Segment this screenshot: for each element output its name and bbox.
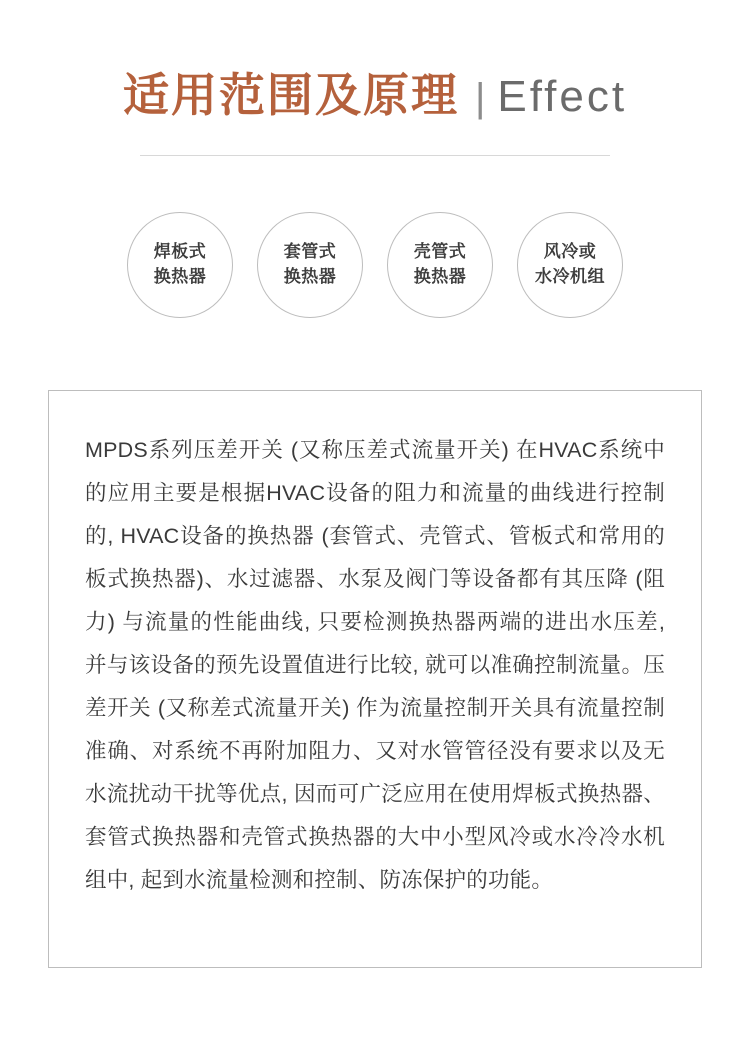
category-circle-3-line1: 壳管式 <box>413 242 467 262</box>
category-circle-1-line2: 换热器 <box>153 267 207 286</box>
category-circle-1-line1: 焊板式 <box>153 242 207 262</box>
category-circle-3-line2: 换热器 <box>413 267 467 286</box>
category-circle-2-line1: 套管式 <box>283 242 337 262</box>
category-circle-2 <box>257 212 363 318</box>
description-box <box>48 390 702 968</box>
category-circle-4-line2: 水冷机组 <box>535 267 605 286</box>
page-title-en: Effect <box>497 72 628 121</box>
page-header <box>0 0 750 156</box>
description-paragraph: MPDS系列压差开关 (又称压差式流量开关) 在HVAC系统中的应用主要是根据HVAC设备的阻力和流量的曲线进行控制的, HVAC设备的换热器 (套管式、壳管式、管板式和常用的板式换热器)、水过滤器、水泵及阀门等设备都有其压降 (阻力) 与流量的性能曲线, 只要检测换热器两端的进出水压差, 并与该设备的预先设置值进行比较, 就可以准确控制流量。压差开关 (又称差式流量开关) 作为流量控制开关具有流量控制准确、对系统不再附加阻力、又对水管管径没有要求以及无水流扰动干扰等优点, 因而可广泛应用在使用焊板式换热器、套管式换热器和壳管式换热器的大中小型风冷或水冷冷水机组中, 起到水流量检测和控制、防冻保护的功能。 <box>85 438 665 892</box>
category-circle-4-line1: 风冷或 <box>543 242 597 262</box>
category-circle-4 <box>517 212 623 318</box>
category-circle-list <box>0 212 750 318</box>
category-circle-1 <box>127 212 233 318</box>
category-circle-3 <box>387 212 493 318</box>
category-circle-2-line2: 换热器 <box>283 267 337 286</box>
page-title-cn: 适用范围及原理 <box>122 69 459 121</box>
title-divider <box>140 155 610 156</box>
title-separator: | <box>474 76 486 120</box>
page-title <box>0 69 750 121</box>
